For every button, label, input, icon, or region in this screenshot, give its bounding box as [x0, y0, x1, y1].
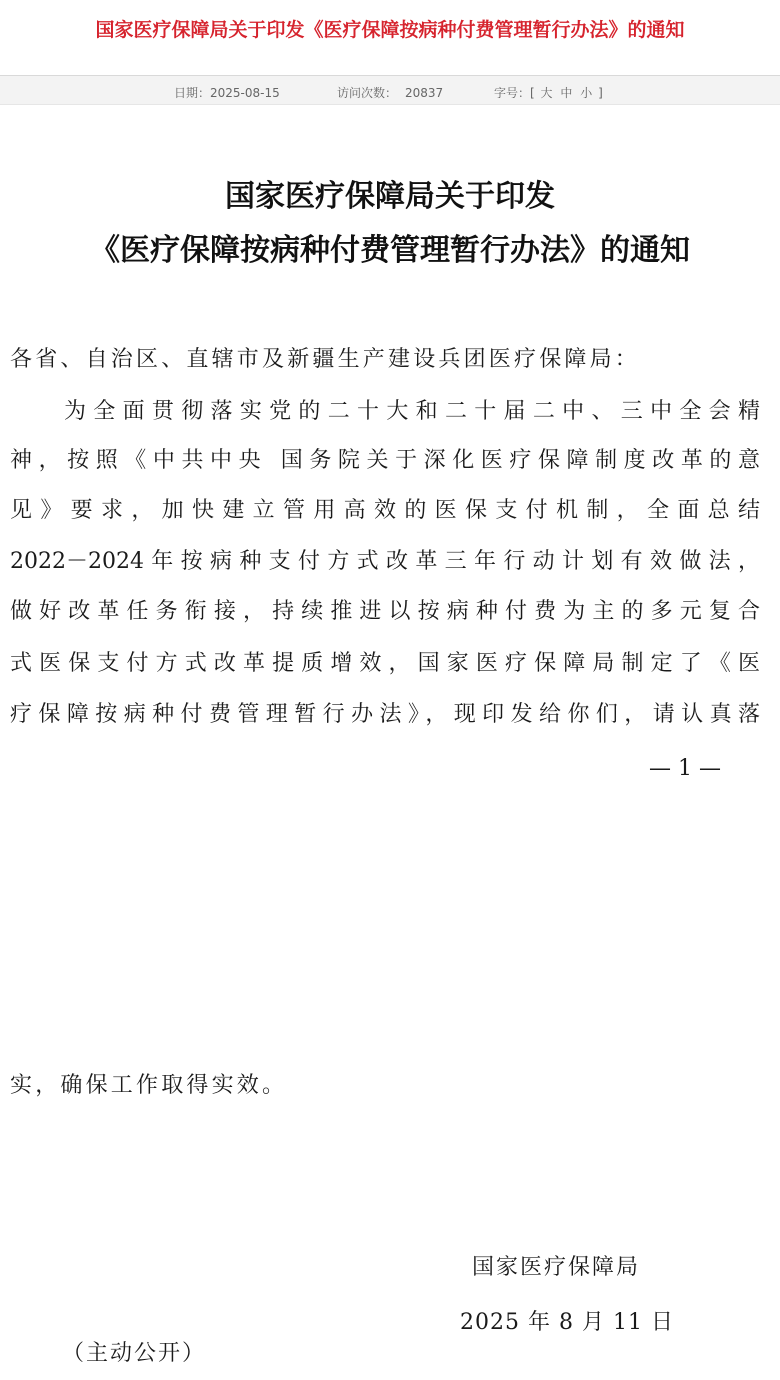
date-value: 2025-08-15 [210, 86, 280, 100]
visit-count [337, 84, 443, 101]
document-title-line1: 国家医疗保障局关于印发 [225, 179, 555, 214]
font-size-medium-button[interactable]: 中 [560, 86, 573, 100]
visits-value: 20837 [405, 86, 444, 100]
article-header-title: 国家医疗保障局关于印发《医疗保障按病种付费管理暂行办法》的通知 [95, 19, 685, 41]
body-line-5: 做好改革任务衔接，持续推进以按病种付费为主的多元复合 [10, 599, 760, 624]
date-label: 日期： [174, 86, 211, 100]
document-title [0, 170, 780, 278]
disclosure-note: （主动公开） [62, 1341, 207, 1366]
visits-label: 访问次数： [337, 86, 398, 100]
body-line-4: 2022－2024年按病种支付方式改革三年行动计划有效做法， [10, 549, 760, 574]
body-line-6: 式医保支付方式改革提质增效，国家医疗保障局制定了《医 [10, 651, 760, 676]
article-meta-bar [0, 76, 780, 105]
salutation: 各省、自治区、直辖市及新疆生产建设兵团医疗保障局： [10, 347, 641, 372]
issuer-signature: 国家医疗保障局 [472, 1255, 641, 1280]
body-line-2: 神，按照《中共中央 国务院关于深化医疗保障制度改革的意 [10, 448, 760, 473]
body-line-3: 见》要求，加快建立管用高效的医保支付机制，全面总结 [10, 498, 760, 523]
body-continuation: 实，确保工作取得实效。 [10, 1073, 288, 1098]
bracket-close: ] [598, 86, 603, 100]
page-header [0, 0, 780, 64]
page-number: — 1 — [649, 756, 721, 781]
font-size-label: 字号： [494, 86, 531, 100]
body-line-1: 为全面贯彻落实党的二十大和二十届二中、三中全会精 [64, 399, 760, 424]
font-size-large-button[interactable]: 大 [540, 86, 553, 100]
font-size-switcher [494, 84, 603, 101]
publish-date [174, 84, 280, 101]
document-title-line2: 《医疗保障按病种付费管理暂行办法》的通知 [90, 233, 690, 268]
bracket-open: [ [530, 86, 535, 100]
body-line-7: 疗保障按病种付费管理暂行办法》，现印发给你们，请认真落 [10, 702, 760, 727]
issue-date: 2025 年 8 月 11 日 [460, 1310, 674, 1335]
font-size-small-button[interactable]: 小 [580, 86, 593, 100]
